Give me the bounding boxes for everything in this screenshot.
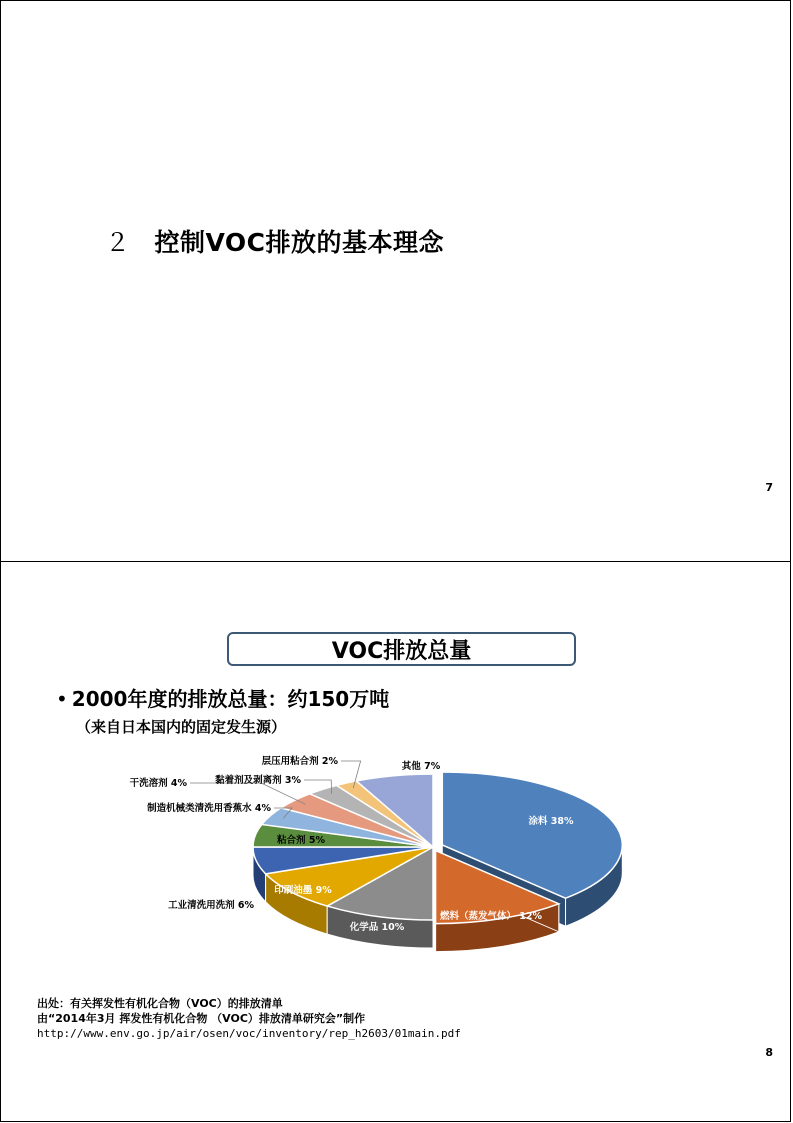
slide-title: VOC排放总量	[331, 638, 472, 664]
pie-slice-label: 燃料（蒸发气体） 12%	[439, 911, 543, 922]
pie-slice-label: 层压用粘合剂 2%	[261, 756, 338, 767]
slide-title-box	[227, 632, 576, 666]
slide-8	[0, 561, 791, 1122]
pie-slice-label: 其他 7%	[401, 761, 441, 772]
pie-slice-label: 化学品 10%	[349, 922, 405, 933]
source-line-2: 由“2014年3月 挥发性有机化合物 （VOC）排放清单研究会”制作	[37, 1012, 366, 1025]
pie-slice-label: 工业清洗用洗剂 6%	[168, 900, 254, 911]
source-note: （来自日本国内的固定发生源）	[76, 718, 287, 736]
slide-7	[0, 0, 791, 562]
pie-slice-label: 涂料 38%	[528, 816, 574, 827]
source-citation	[37, 996, 461, 1041]
section-number: ２	[105, 228, 131, 257]
pie-slice-label: 干洗溶剂 4%	[129, 778, 187, 789]
pie-leader-line	[190, 783, 305, 804]
pie-slice-label: 粘合剂 5%	[277, 835, 325, 846]
bullet-text: 2000年度的排放总量：约150万吨	[71, 687, 390, 711]
pie-slice-label: 制造机械类清洗用香蕉水 4%	[147, 803, 271, 814]
bullet-marker: •	[56, 687, 68, 711]
section-title-text: 控制VOC排放的基本理念	[154, 228, 445, 257]
page-number: 8	[765, 1046, 773, 1059]
source-line-1: 出处：有关挥发性有机化合物（VOC）的排放清单	[37, 997, 283, 1010]
bullet-point	[56, 683, 389, 712]
source-url: http://www.env.go.jp/air/osen/voc/inventory/rep_h2603/01main.pdf	[37, 1027, 461, 1040]
page-number: 7	[765, 481, 773, 494]
pie-slice-label: 黏着剂及剥离剂 3%	[215, 775, 301, 786]
section-title	[105, 223, 444, 259]
pie-slice-label: 印刷油墨 9%	[274, 885, 332, 896]
